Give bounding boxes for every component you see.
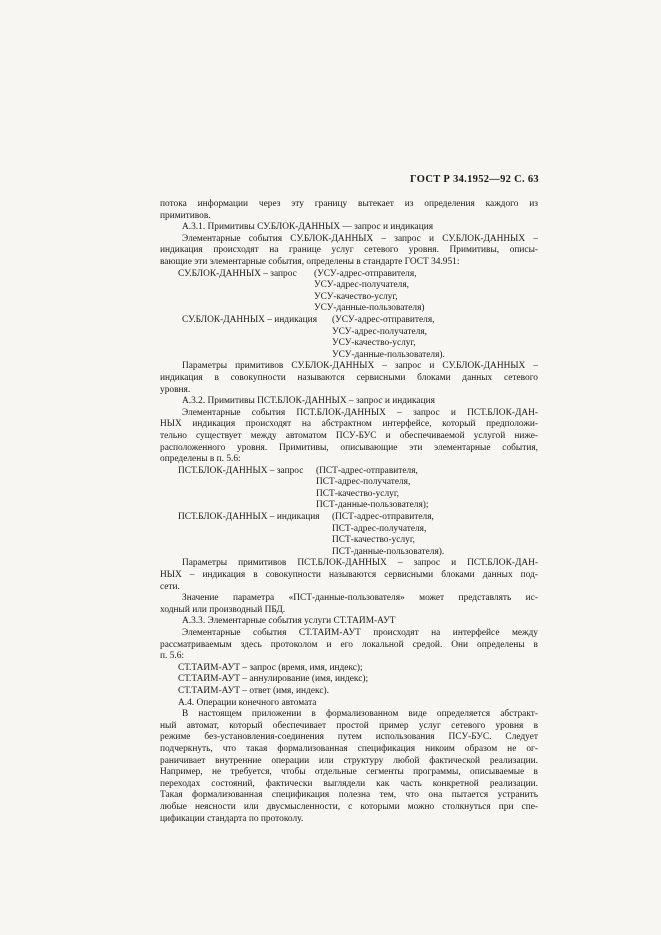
primitive-name: ПСТ.БЛОК-ДАННЫХ – индикация <box>178 512 320 523</box>
primitive-args <box>316 466 429 512</box>
text-line: подчеркнуть, что такая формализованная спецификация никоим образом не ог- <box>160 743 538 754</box>
timeout-primitive: СТ.ТАЙМ-АУТ – аннулирование (имя, индекс); <box>178 674 369 685</box>
text-line: любые неясности или двусмысленности, с которыми можно столкнуться при спе- <box>160 801 538 812</box>
primitive-arg: ПСТ-адрес-получателя, <box>316 477 411 488</box>
primitive-arg: (УСУ-адрес-отправителя, <box>332 314 435 325</box>
text-line: вающие эти элементарные события, определены в стандарте ГОСТ 34.951: <box>160 256 460 267</box>
primitive-name: СУ.БЛОК-ДАННЫХ – запрос <box>178 268 297 279</box>
primitive-args <box>314 269 425 315</box>
page-header: ГОСТ Р 34.1952—92 С. 63 <box>410 174 539 185</box>
primitive-arg: (ПСТ-адрес-отправителя, <box>332 512 434 523</box>
text-line: потока информации через эту границу вытекает из определения каждого из <box>160 199 538 209</box>
primitive-pst-request <box>160 466 538 512</box>
text-line: сети. <box>160 581 180 592</box>
primitive-arg: ПСТ-качество-услуг, <box>316 488 399 499</box>
text-line: Такая формализованная спецификация полезна тем, что она пытается устранить <box>160 790 538 801</box>
text-line: Элементарные события ПСТ.БЛОК-ДАННЫХ – запрос и ПСТ.БЛОК-ДАН- <box>182 407 538 418</box>
section-heading: А.4. Операции конечного автомата <box>178 697 317 708</box>
primitive-su-request <box>160 269 538 315</box>
primitive-arg: УСУ-данные-пользователя) <box>314 303 425 314</box>
text-line: рассматриваемым здесь протоколом и его локальной средой. Они определены в <box>160 639 538 650</box>
primitive-arg: ПСТ-адрес-получателя, <box>332 523 427 534</box>
primitive-args <box>332 315 445 361</box>
text-line: тельно существует между автоматом ПСУ-БУС и обеспечиваемой услугой ниже- <box>160 430 538 441</box>
primitive-name: ПСТ.БЛОК-ДАННЫХ – запрос <box>178 465 304 476</box>
primitive-arg: (ПСТ-адрес-отправителя, <box>316 465 418 476</box>
text-line: индикация происходят на границе услуг сетевого уровня. Примитивы, описы- <box>160 245 538 256</box>
text-line: определены в п. 5.6: <box>160 454 241 465</box>
primitive-arg: (УСУ-адрес-отправителя, <box>314 268 417 279</box>
text-line: ходный или производный ПБД. <box>160 604 286 615</box>
text-line: переходах состояний, фактически выглядели как часть конкретной реализации. <box>160 778 538 789</box>
section-heading: А.3.2. Примитивы ПСТ.БЛОК-ДАННЫХ – запрос и индикация <box>182 396 435 407</box>
primitive-args <box>332 512 444 558</box>
primitive-arg: УСУ-адрес-получателя, <box>332 326 427 337</box>
page-body <box>160 199 538 825</box>
timeout-primitive: СТ.ТАЙМ-АУТ – запрос (время, имя, индекс); <box>178 662 363 673</box>
primitive-arg: УСУ-качество-услуг, <box>314 291 398 302</box>
text-line: режиме без-установления-соединения путем использования ПСУ-БУС. Следует <box>160 732 538 743</box>
text-line: Элементарные события СУ.БЛОК-ДАННЫХ – запрос и СУ.БЛОК-ДАННЫХ – <box>182 233 538 244</box>
text-line: расположенного уровня. Примитивы, описывающие эти элементарные события, <box>160 442 538 453</box>
primitive-arg: ПСТ-данные-пользователя); <box>316 500 429 511</box>
primitive-arg: УСУ-качество-услуг, <box>332 338 416 349</box>
text-line: В настоящем приложении в формализованном виде определяется абстракт- <box>182 709 538 720</box>
text-line: примитивов. <box>160 210 211 221</box>
text-line: цификации стандарта по протоколу. <box>160 813 304 824</box>
text-line: НЫХ индикация происходят на абстрактном интерфейсе, который предположи- <box>160 419 538 430</box>
text-line: Параметры примитивов СУ.БЛОК-ДАННЫХ – запрос и СУ.БЛОК-ДАННЫХ – <box>182 361 538 372</box>
section-heading: А.3.3. Элементарные события услуги СТ.ТАЙМ-АУТ <box>182 616 396 627</box>
text-line: раничивает внутренние операции или структуру любой фактической реализации. <box>160 755 538 766</box>
text-line: Например, не требуется, чтобы отдельные сегменты программы, описываемые в <box>160 767 538 778</box>
text-line: ный автомат, который обеспечивает простой пример услуг сетевого уровня в <box>160 720 538 731</box>
timeout-primitive: СТ.ТАЙМ-АУТ – ответ (имя, индекс). <box>178 686 329 696</box>
primitive-su-indication <box>160 315 538 361</box>
primitive-arg: ПСТ-данные-пользователя). <box>332 546 445 557</box>
text-line: НЫХ – индикация в совокупности называются сервисными блоками данных под- <box>160 570 538 581</box>
text-line: п. 5.6: <box>160 651 185 662</box>
text-line: Параметры примитивов ПСТ.БЛОК-ДАННЫХ – запрос и ПСТ.БЛОК-ДАН- <box>182 558 538 569</box>
primitive-arg: УСУ-адрес-получателя, <box>314 280 409 291</box>
primitive-arg: УСУ-данные-пользователя). <box>332 349 445 360</box>
text-line: Элементарные события СТ.ТАЙМ-АУТ происходят на интерфейсе между <box>182 628 538 639</box>
text-line: Значение параметра «ПСТ-данные-пользователя» может представлять ис- <box>182 593 538 604</box>
text-line: уровня. <box>160 384 191 395</box>
section-heading: А.3.1. Примитивы СУ.БЛОК-ДАННЫХ — запрос и индикация <box>182 222 434 233</box>
primitive-name: СУ.БЛОК-ДАННЫХ – индикация <box>182 314 318 325</box>
primitive-arg: ПСТ-качество-услуг, <box>332 535 415 546</box>
primitive-pst-indication <box>160 512 538 558</box>
text-line: индикация в совокупности называются сервисными блоками данных сетевого <box>160 372 538 383</box>
